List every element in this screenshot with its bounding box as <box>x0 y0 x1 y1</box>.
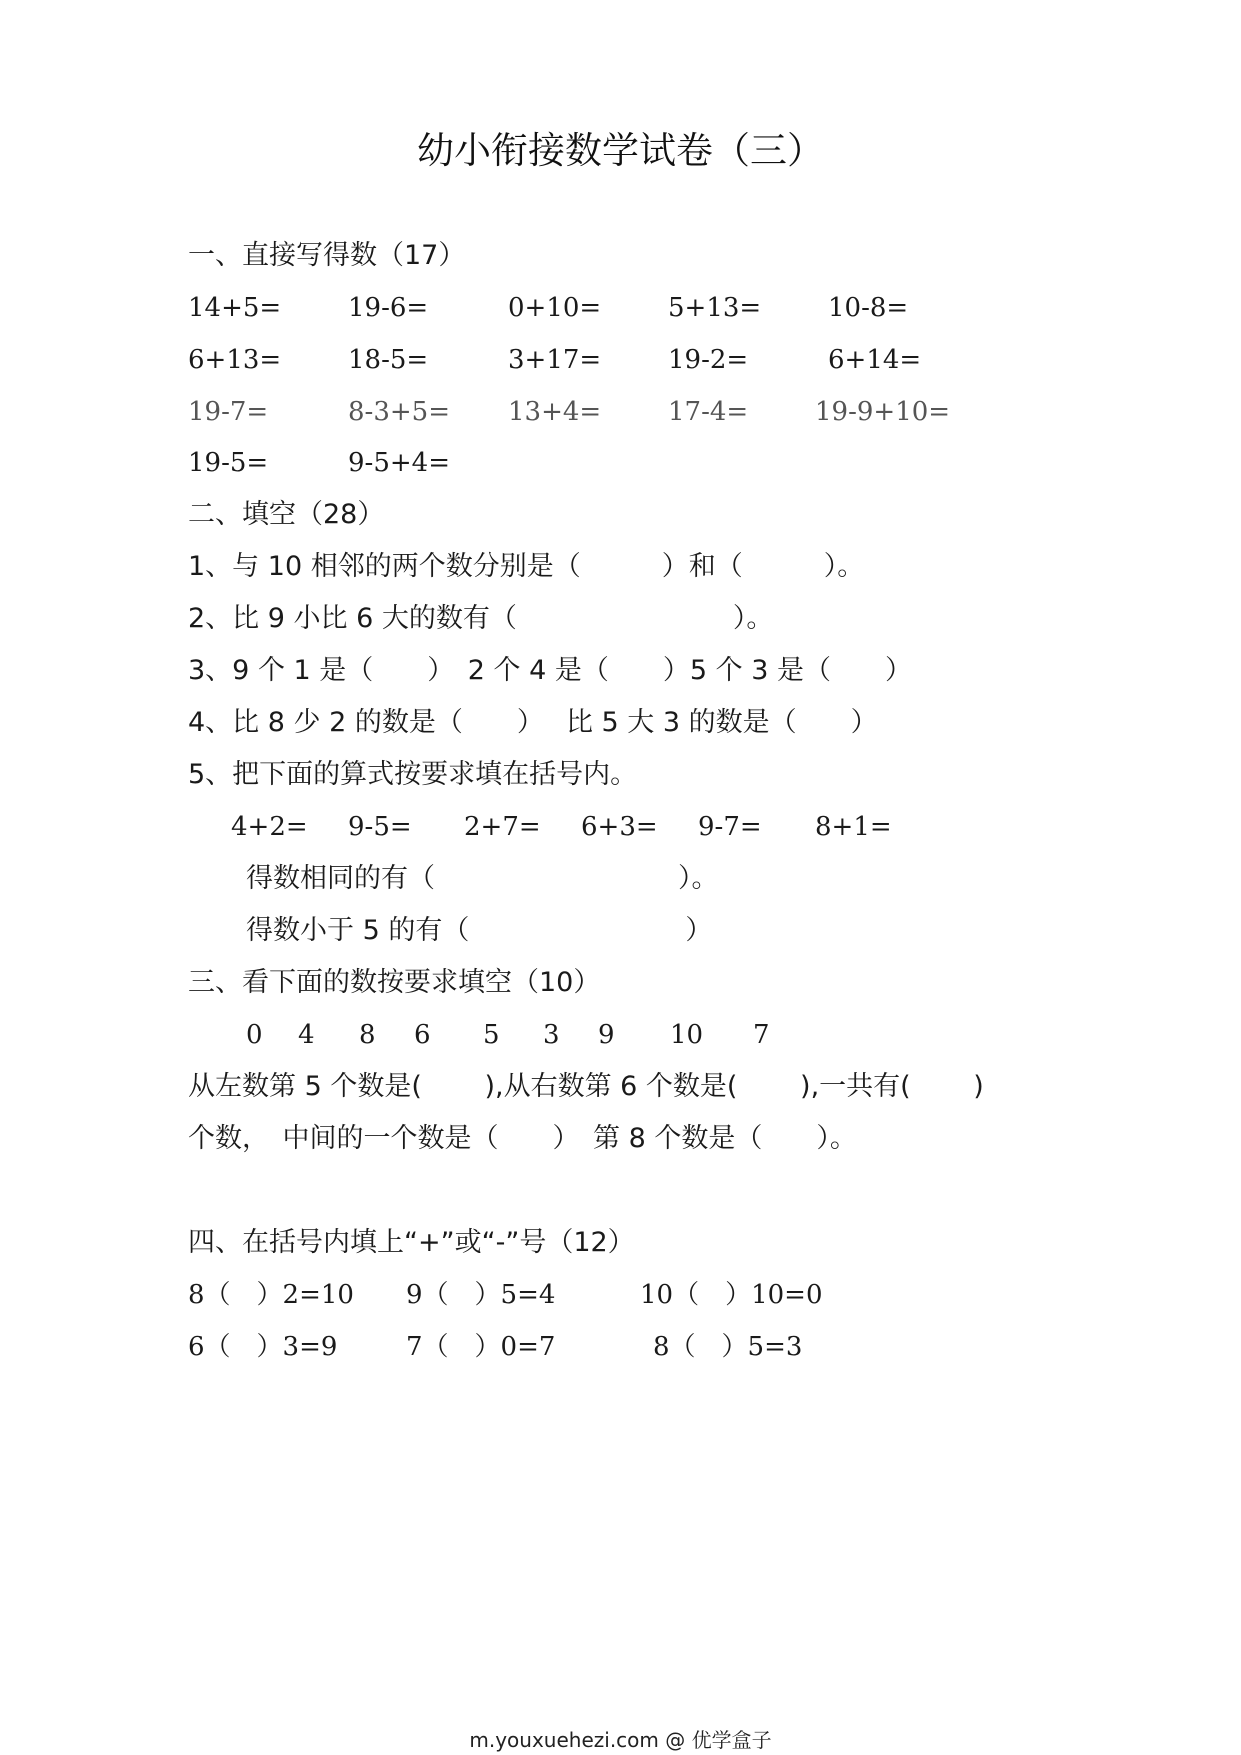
question-2: 2、比 9 小比 6 大的数有（ ）。 <box>188 603 774 634</box>
sign-item: 8（ ）5=3 <box>653 1332 803 1362</box>
sequence-number: 5 <box>483 1020 500 1050</box>
expression-row <box>188 807 892 847</box>
calc-item: 18-5= <box>348 345 429 375</box>
calc-item: 0+10= <box>508 293 602 323</box>
calc-item: 6+14= <box>828 345 922 375</box>
calc-item: 10-8= <box>828 293 909 323</box>
calc-item: 19-2= <box>668 345 749 375</box>
calc-item: 19-6= <box>348 293 429 323</box>
expression: 8+1= <box>815 812 892 842</box>
sign-row-1 <box>188 1275 823 1315</box>
calc-item: 19-9+10= <box>815 397 951 427</box>
calc-item: 13+4= <box>508 397 602 427</box>
question-5: 5、把下面的算式按要求填在括号内。 <box>188 759 638 790</box>
question-1: 1、与 10 相邻的两个数分别是（ ）和（ ）。 <box>188 551 865 582</box>
sequence-number: 7 <box>753 1020 770 1050</box>
calc-item: 3+17= <box>508 345 602 375</box>
sequence-number: 10 <box>670 1020 704 1050</box>
expression: 9-5= <box>348 812 412 842</box>
section-1-heading: 一、直接写得数（17） <box>188 240 466 271</box>
calc-row-4 <box>188 443 450 483</box>
calc-item: 17-4= <box>668 397 749 427</box>
expression: 2+7= <box>464 812 541 842</box>
question-5b: 得数小于 5 的有（ ） <box>246 915 713 946</box>
footer-watermark: m.youxuehezi.com @ 优学盒子 <box>469 1728 772 1752</box>
sequence-number: 6 <box>414 1020 431 1050</box>
calc-item: 19-5= <box>188 448 269 478</box>
sequence-number: 0 <box>246 1020 263 1050</box>
section-3-line-1: 从左数第 5 个数是( ),从右数第 6 个数是( ),一共有( ) <box>188 1071 984 1102</box>
expression: 4+2= <box>231 812 308 842</box>
sign-row-2 <box>188 1327 803 1367</box>
calc-row-1 <box>188 288 909 328</box>
expression: 6+3= <box>581 812 658 842</box>
sign-item: 8（ ）2=10 <box>188 1280 354 1310</box>
sequence-number: 3 <box>543 1020 560 1050</box>
calc-item: 5+13= <box>668 293 762 323</box>
page-title: 幼小衔接数学试卷（三） <box>417 129 824 172</box>
calc-item: 8-3+5= <box>348 397 450 427</box>
section-4-heading: 四、在括号内填上“+”或“-”号（12） <box>188 1227 635 1258</box>
section-3-heading: 三、看下面的数按要求填空（10） <box>188 967 601 998</box>
calc-item: 9-5+4= <box>348 448 450 478</box>
question-5a: 得数相同的有（ ）。 <box>246 863 719 894</box>
number-sequence <box>188 1015 770 1055</box>
sequence-number: 4 <box>298 1020 315 1050</box>
calc-row-3 <box>188 392 951 432</box>
sequence-number: 9 <box>598 1020 615 1050</box>
sign-item: 7（ ）0=7 <box>406 1332 556 1362</box>
calc-item: 19-7= <box>188 397 269 427</box>
calc-row-2 <box>188 340 922 380</box>
sign-item: 6（ ）3=9 <box>188 1332 338 1362</box>
section-3-line-2: 个数， 中间的一个数是（ ） 第 8 个数是（ ）。 <box>188 1123 857 1154</box>
calc-item: 6+13= <box>188 345 282 375</box>
calc-item: 14+5= <box>188 293 282 323</box>
sequence-number: 8 <box>359 1020 376 1050</box>
sign-item: 9（ ）5=4 <box>406 1280 556 1310</box>
sign-item: 10（ ）10=0 <box>640 1280 823 1310</box>
question-4: 4、比 8 少 2 的数是（ ） 比 5 大 3 的数是（ ） <box>188 707 878 738</box>
expression: 9-7= <box>698 812 762 842</box>
section-2-heading: 二、填空（28） <box>188 499 385 530</box>
question-3: 3、9 个 1 是（ ） 2 个 4 是（ ）5 个 3 是（ ） <box>188 655 912 686</box>
